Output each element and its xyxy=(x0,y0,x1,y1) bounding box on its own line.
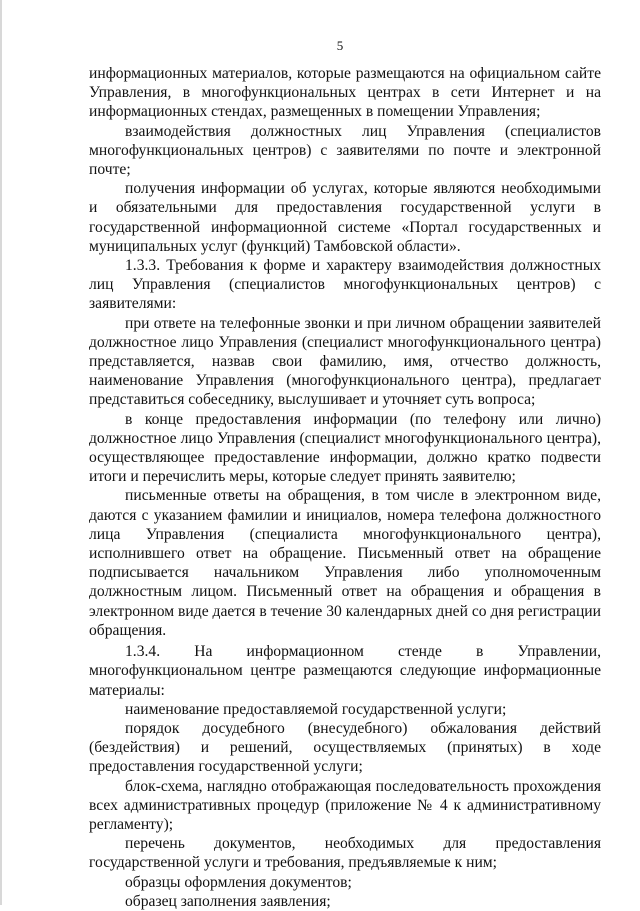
paragraph-section-1-3-3: 1.3.3. Требования к форме и характеру взаимодействия должностных лиц Управления (специалистов многофункциональных центров) с заявителями: xyxy=(89,257,601,313)
list-item-application-sample: образец заполнения заявления; xyxy=(125,892,331,910)
scan-edge xyxy=(0,0,2,905)
list-item-document-samples: образцы оформления документов; xyxy=(125,873,352,891)
paragraph-end-of-info: в конце предоставления информации (по телефону или лично) должностное лицо Управления (специалист многофункционального центра), осуществляющее предоставление информации, должно кратко подвести итоги и перечислить меры, которые следует принять заявителю; xyxy=(89,410,601,486)
paragraph-interaction-mail: взаимодействия должностных лиц Управления (специалистов многофункциональных центров) с заявителями по почте и электронной почте; xyxy=(89,122,601,179)
paragraph-section-1-3-4: 1.3.4. На информационном стенде в Управлении, многофункциональном центре размещаются следующие информационные материалы: xyxy=(89,643,601,699)
body-text xyxy=(89,64,601,911)
paragraph-written-answers: письменные ответы на обращения, в том числе в электронном виде, даются с указанием фамилии и инициалов, номера телефона должностного лица Управления (специалиста многофункционального центра), исполнившего ответ на обращение. Письменный ответ на обращение подписывается начальником Управления либо уполномоченным должностным лицом. Письменный ответ на обращения и обращения в электронном виде дается в течение 30 календарных дней со дня регистрации обращения. xyxy=(89,487,601,639)
paragraph-services-info: получения информации об услугах, которые являются необходимыми и обязательными для предоставления государственной услуги в государственной информационной системе «Портал государственных и муниципальных услуг (функций) Тамбовской области». xyxy=(89,180,601,255)
list-item-documents-list: перечень документов, необходимых для предоставления государственной услуги и требования, предъявляемые к ним; xyxy=(89,835,601,872)
list-item-flowchart: блок-схема, наглядно отображающая последовательность прохождения всех административных процедур (приложение № 4 к административному регламенту); xyxy=(89,777,601,833)
paragraph-phone-answer: при ответе на телефонные звонки и при личном обращении заявителей должностное лицо Управления (специалист многофункционального центра) представляется, назвав свои фамилию, имя, отчество должность, наименование Управления (многофункционального центра), предлагает представиться собеседнику, выслушивает и уточняет суть вопроса; xyxy=(89,314,601,409)
list-item-service-name: наименование предоставляемой государственной услуги; xyxy=(125,700,507,718)
list-item-appeal-procedure: порядок досудебного (внесудебного) обжалования действий (бездействия) и решений, осуществляемых (принятых) в ходе предоставления государственной услуги; xyxy=(89,719,601,776)
paragraph-info-materials: информационных материалов, которые размещаются на официальном сайте Управления, в многофункциональных центрах в сети Интернет и на информационных стендах, размещенных в помещении Управления; xyxy=(89,65,601,121)
page-number: 5 xyxy=(336,38,344,53)
